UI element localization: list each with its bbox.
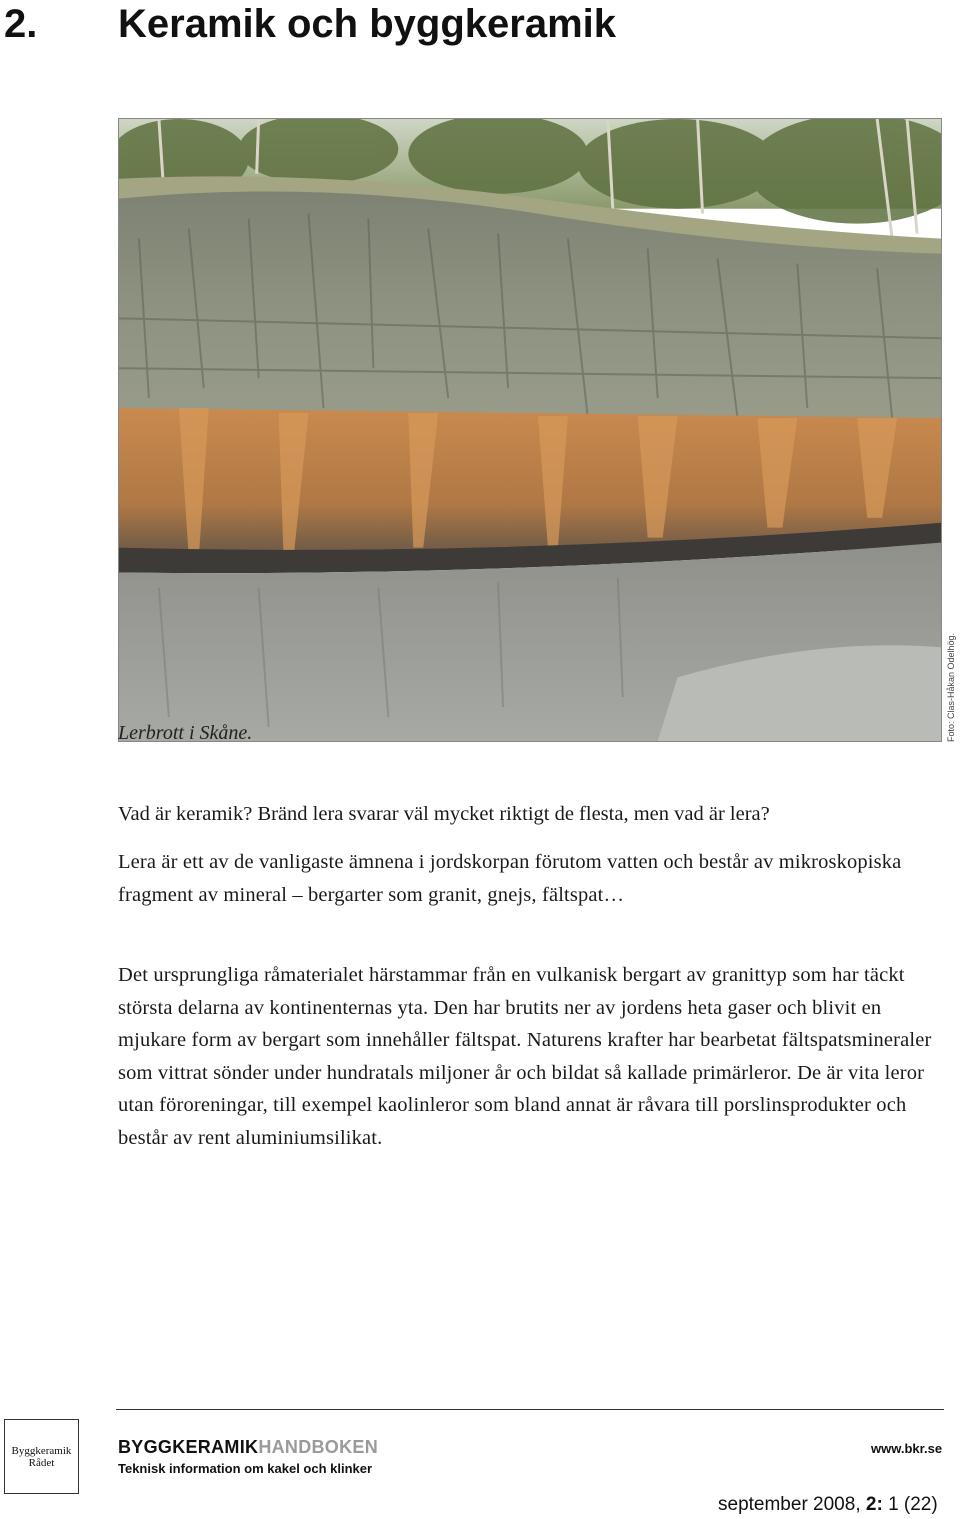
logo-line-2: Rådet	[28, 1456, 55, 1469]
figure-caption: Lerbrott i Skåne.	[118, 722, 253, 744]
paragraph-origin: Det ursprungliga råmaterialet härstammar från en vulkanisk bergart av granittyp som har täckt största delarna av kontinenternas yta. Den har brutits ner av jordens heta gaser och blivit en mjukare form av bergart som innehåller fältspat. Naturens krafter har bearbetat fältspatsmineraler som vittrat sönder under hundratals miljoner år och bildat så kallade primärleror. De är vita leror utan föroreningar, till exempel kaolinleror som bland annat är råvara till porslinsprodukter och består av rent aluminiumsilikat.	[118, 964, 932, 1149]
paragraph-intro: Vad är keramik? Bränd lera svarar väl mycket riktigt de flesta, men vad är lera?	[118, 803, 770, 825]
chapter-title: Keramik och byggkeramik	[118, 2, 616, 46]
photo-credit: Foto: Clas-Håkan Odelhög.	[946, 632, 956, 742]
clay-pit-photo	[118, 118, 942, 742]
handbook-brand	[118, 1437, 378, 1458]
footer-divider	[116, 1409, 944, 1410]
handbook-subtitle: Teknisk information om kakel och klinker	[118, 1461, 373, 1476]
logo-line-1: Byggkeramik	[11, 1444, 72, 1457]
clay-pit-illustration	[119, 119, 941, 741]
page-info	[718, 1494, 938, 1516]
brand-light: HANDBOKEN	[258, 1437, 379, 1457]
paragraph-definition: Lera är ett av de vanligaste ämnena i jordskorpan förutom vatten och består av mikroskopiska fragment av mineral – bergarter som granit, gnejs, fältspat…	[118, 851, 902, 906]
chapter-heading	[4, 0, 616, 48]
page-section: 2:	[865, 1494, 883, 1515]
page-number: 1 (22)	[888, 1494, 938, 1515]
brand-bold: BYGGKERAMIK	[118, 1437, 259, 1457]
byggkeramik-radet-logo	[4, 1419, 79, 1494]
website-link[interactable]: www.bkr.se	[871, 1441, 943, 1456]
chapter-number: 2.	[4, 2, 38, 46]
page-date: september 2008,	[718, 1494, 861, 1515]
